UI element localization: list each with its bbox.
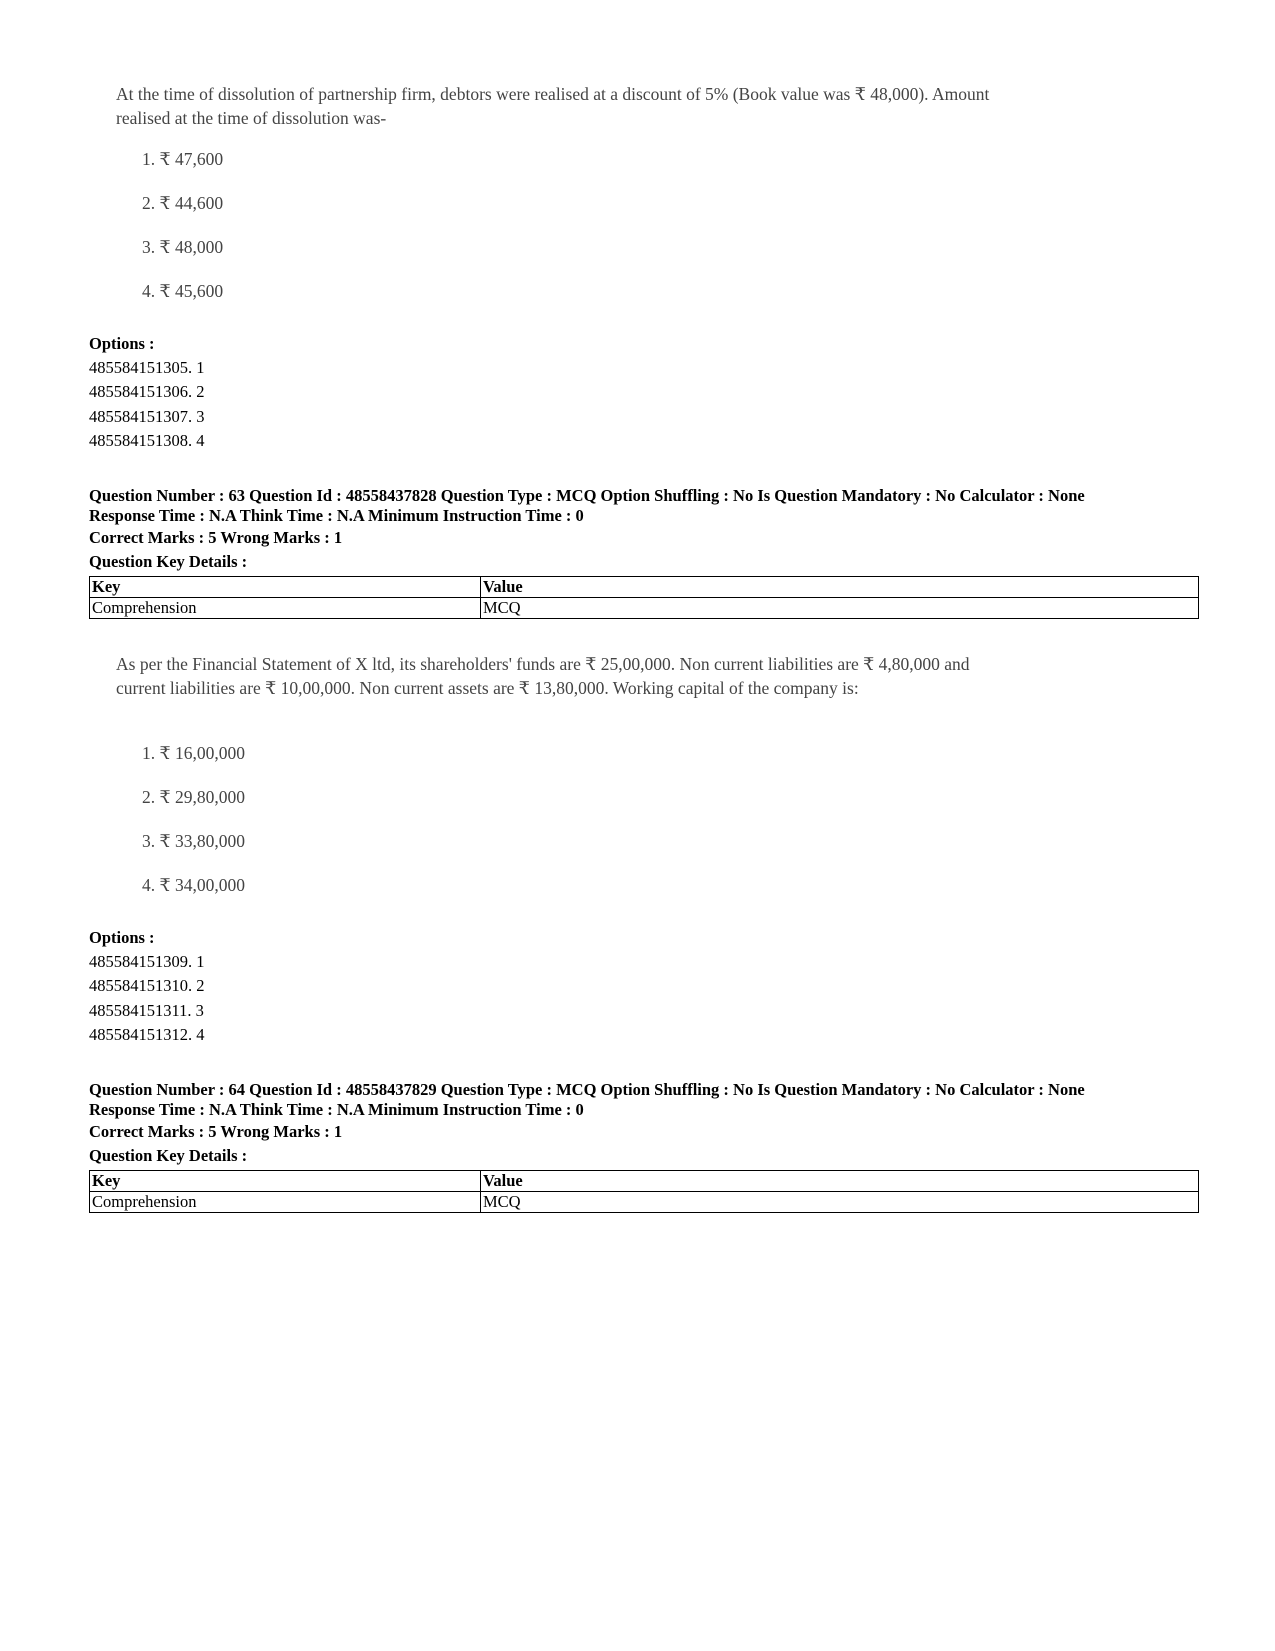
option-id-item: 485584151306. 2	[89, 382, 205, 402]
q62-options-label: Options :	[89, 334, 155, 353]
table-row	[90, 598, 1199, 619]
q63-choice-1: 1. ₹ 16,00,000	[142, 743, 246, 763]
table-header-key: Key	[90, 577, 481, 598]
option-id-item: 485584151305. 1	[89, 358, 205, 377]
q62-question-image	[116, 82, 996, 301]
q63-choice-3: 3. ₹ 33,80,000	[142, 831, 246, 851]
option-id-item: 485584151311. 3	[89, 1000, 204, 1020]
q63-choice-2: 2. ₹ 29,80,000	[142, 787, 246, 807]
q63-meta-line-1: Question Number : 63 Question Id : 48558437828 Question Type : MCQ Option Shuffling : No Is Question Mandatory : No Calculator : None	[89, 486, 1085, 505]
q62-question-text: At the time of dissolution of partnership firm, debtors were realised at a discount of 5% (Book value was ₹ 48,000). Amount realised at the time of dissolution was-	[116, 84, 990, 128]
q62-choice-2: 2. ₹ 44,600	[142, 193, 224, 213]
q63-options-list	[89, 950, 205, 1047]
table-cell-value: MCQ	[481, 598, 1199, 619]
table-header-row	[90, 577, 1199, 598]
option-id-item: 485584151310. 2	[89, 976, 205, 996]
option-id-item: 485584151307. 3	[89, 406, 205, 426]
option-id-item: 485584151309. 1	[89, 952, 205, 971]
q64-meta	[89, 1080, 1085, 1120]
table-header-key: Key	[90, 1171, 481, 1192]
q62-choice-4: 4. ₹ 45,600	[142, 281, 224, 301]
q64-meta-line-2: Response Time : N.A Think Time : N.A Minimum Instruction Time : 0	[89, 1100, 584, 1119]
table-header-value: Value	[481, 1171, 1199, 1192]
table-cell-key: Comprehension	[90, 598, 481, 619]
q63-choice-4: 4. ₹ 34,00,000	[142, 875, 246, 895]
option-id-item: 485584151312. 4	[89, 1024, 205, 1044]
option-id-item: 485584151308. 4	[89, 430, 205, 450]
q63-question-image	[116, 652, 996, 895]
table-header-value: Value	[481, 577, 1199, 598]
q63-meta-line-2: Response Time : N.A Think Time : N.A Minimum Instruction Time : 0	[89, 506, 584, 525]
q62-choice-3: 3. ₹ 48,000	[142, 237, 224, 257]
q64-key-details-label: Question Key Details :	[89, 1146, 248, 1165]
q64-meta-line-1: Question Number : 64 Question Id : 48558437829 Question Type : MCQ Option Shuffling : No Is Question Mandatory : No Calculator : None	[89, 1080, 1085, 1099]
q63-key-table	[89, 576, 1199, 619]
q64-key-table	[89, 1170, 1199, 1213]
table-cell-value: MCQ	[481, 1192, 1199, 1213]
q63-question-text: As per the Financial Statement of X ltd, its shareholders' funds are ₹ 25,00,000. Non current liabilities are ₹ 4,80,000 and current liabilities are ₹ 10,00,000. Non current assets are ₹ 13,80,000. Working capital of the company is:	[116, 654, 970, 698]
table-header-row	[90, 1171, 1199, 1192]
q63-options-label: Options :	[89, 928, 155, 947]
q63-marks: Correct Marks : 5 Wrong Marks : 1	[89, 528, 343, 547]
q63-key-details-label: Question Key Details :	[89, 552, 248, 571]
q62-options-list	[89, 356, 205, 453]
q62-choice-1: 1. ₹ 47,600	[142, 149, 224, 169]
q63-meta	[89, 486, 1085, 526]
table-cell-key: Comprehension	[90, 1192, 481, 1213]
table-row	[90, 1192, 1199, 1213]
q64-marks: Correct Marks : 5 Wrong Marks : 1	[89, 1122, 343, 1141]
